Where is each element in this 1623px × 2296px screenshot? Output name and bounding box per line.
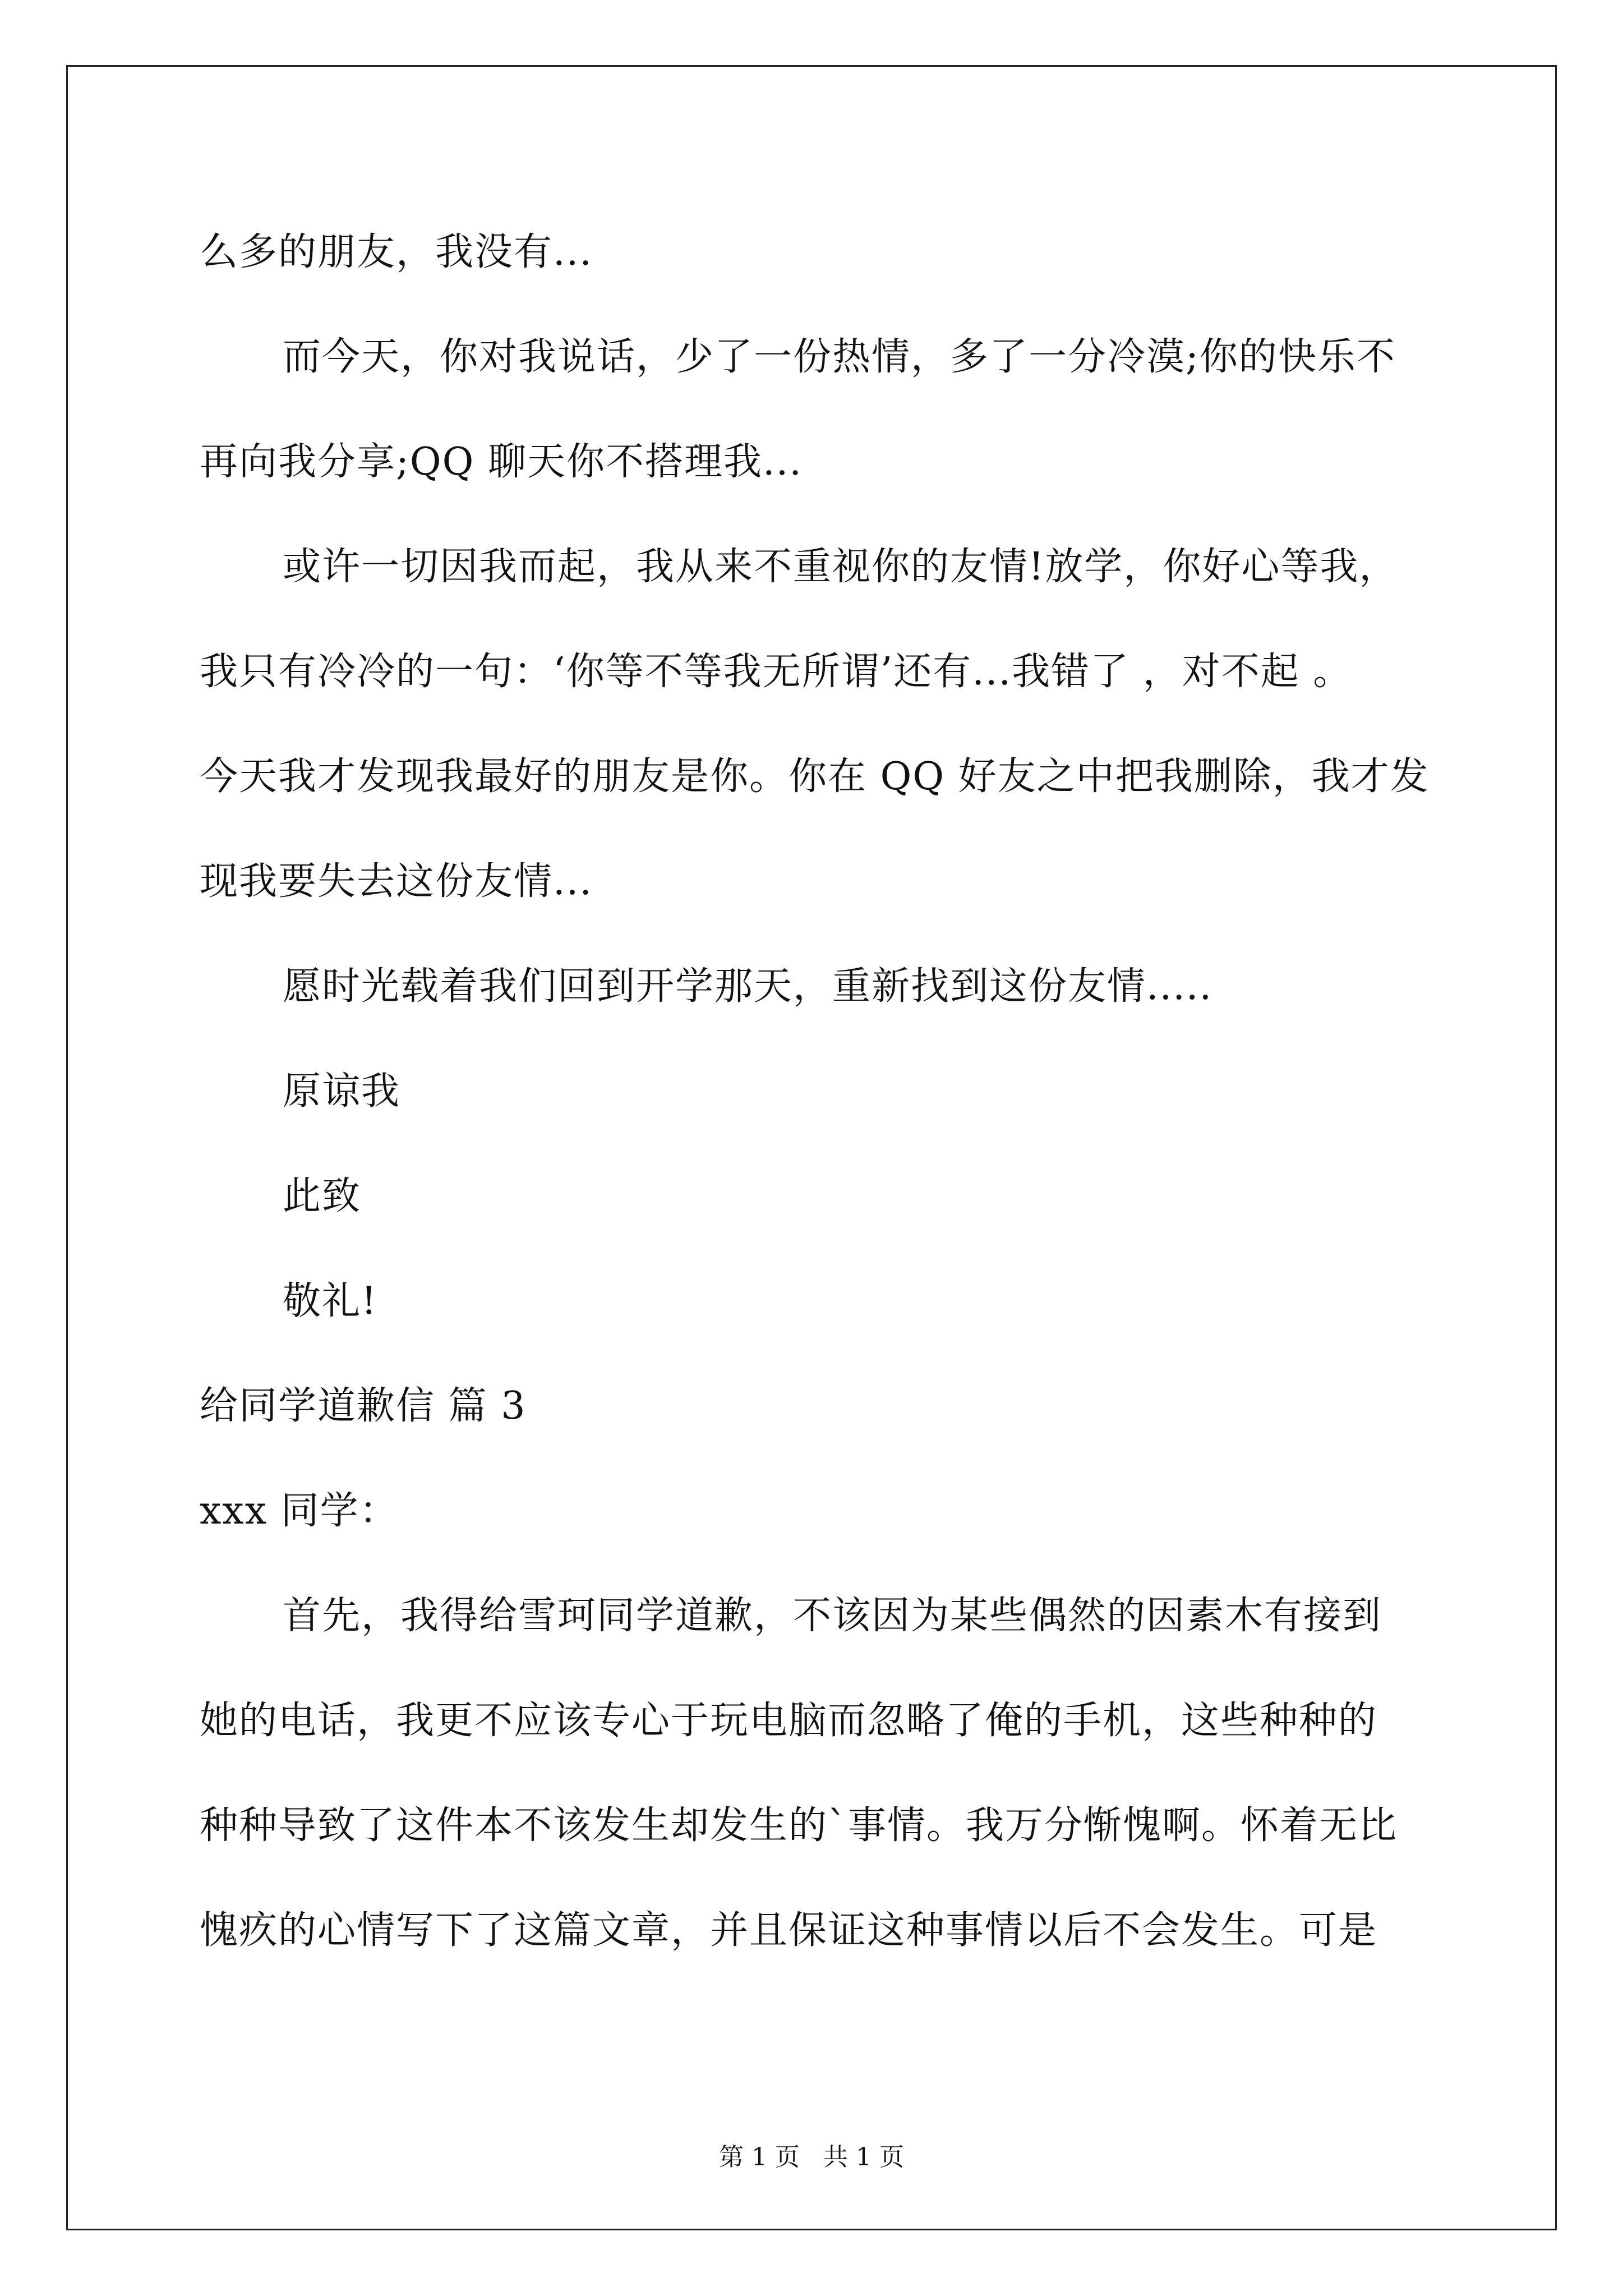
text-line-5: 我只有冷冷的一句：‘你等不等我无所谓’还有...我错了 ，对不起 。 [200, 650, 1353, 694]
text-line-2: 而今天，你对我说话，少了一份热情，多了一分冷漠;你的快乐不 [283, 335, 1396, 379]
text-line-8: 愿时光载着我们回到开学那天，重新找到这份友情..... [283, 964, 1213, 1009]
text-line-17: 愧疚的心情写下了这篇文章，并且保证这种事情以后不会发生。可是 [200, 1908, 1378, 1953]
section-heading: 给同学道歉信 篇 3 [200, 1384, 527, 1428]
text-line-11: 敬礼! [283, 1279, 378, 1323]
text-line-16: 种种导致了这件本不该发生却发生的`事情。我万分惭愧啊。怀着无比 [200, 1803, 1398, 1848]
text-line-4: 或许一切因我而起，我从来不重视你的友情!放学，你好心等我， [283, 545, 1399, 589]
text-line-9: 原谅我 [283, 1069, 401, 1114]
page-border [66, 65, 1557, 2230]
text-line-14: 首先，我得给雪珂同学道歉，不该因为某些偶然的因素木有接到 [283, 1594, 1382, 1638]
text-line-1: 么多的朋友，我没有... [200, 230, 593, 274]
text-line-10: 此致 [283, 1174, 362, 1218]
text-line-6: 今天我才发现我最好的朋友是你。你在 QQ 好友之中把我删除，我才发 [200, 754, 1430, 799]
text-line-7: 现我要失去这份友情... [200, 859, 593, 904]
text-line-3: 再向我分享;QQ 聊天你不搭理我... [200, 440, 803, 484]
salutation: xxx 同学： [200, 1489, 399, 1533]
text-line-15: 她的电话，我更不应该专心于玩电脑而忽略了俺的手机，这些种种的 [200, 1699, 1378, 1743]
page-footer: 第 1 页 共 1 页 [719, 2143, 904, 2171]
